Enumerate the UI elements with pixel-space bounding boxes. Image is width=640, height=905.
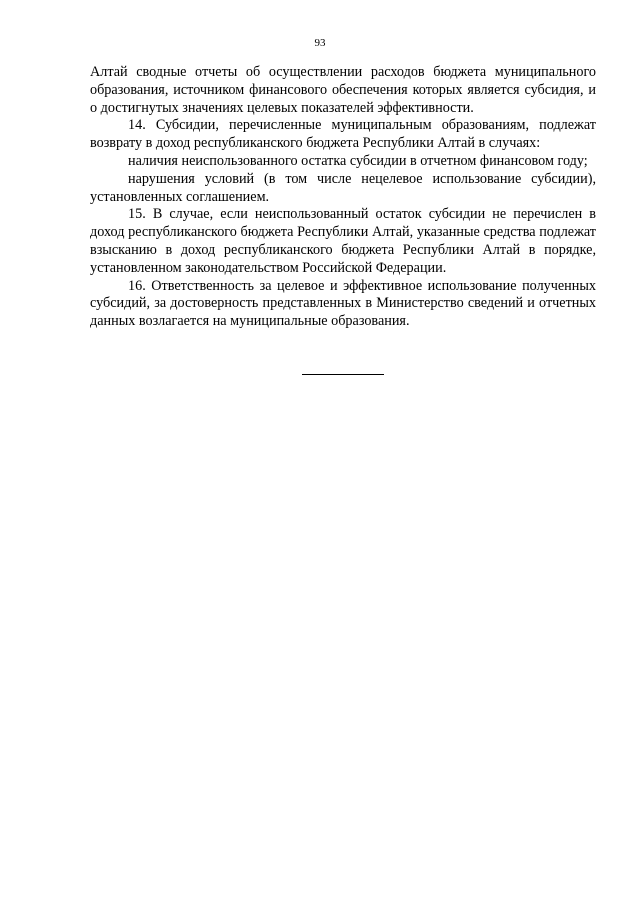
page-number: 93 bbox=[314, 37, 326, 49]
paragraph-continuation: Алтай сводные отчеты об осуществлении расходов бюджета муниципального образования, источником финансового обеспечения которых является субсидия, и о достигнутых значениях целевых показателей эффективности. bbox=[90, 64, 596, 116]
paragraph-case-violation: нарушения условий (в том числе нецелевое использование субсидии), установленных соглашением. bbox=[90, 170, 596, 205]
end-of-text-rule bbox=[302, 374, 384, 375]
document-body bbox=[90, 64, 596, 331]
paragraph-item-16: 16. Ответственность за целевое и эффективное использование полученных субсидий, за достоверность представленных в Министерство сведений и отчетных данных возлагается на муниципальные образования. bbox=[90, 277, 596, 330]
paragraph-case-unused-balance: наличия неиспользованного остатка субсидии в отчетном финансовом году; bbox=[128, 152, 588, 169]
paragraph-item-14: 14. Субсидии, перечисленные муниципальным образованиям, подлежат возврату в доход республиканского бюджета Республики Алтай в случаях: bbox=[90, 117, 596, 152]
paragraph-item-15: 15. В случае, если неиспользованный остаток субсидии не перечислен в доход республиканского бюджета Республики Алтай, указанные средства подлежат взысканию в доход республиканского бюджета Республики Алтай в порядке, установленном законодательством Российской Федерации. bbox=[90, 206, 596, 276]
